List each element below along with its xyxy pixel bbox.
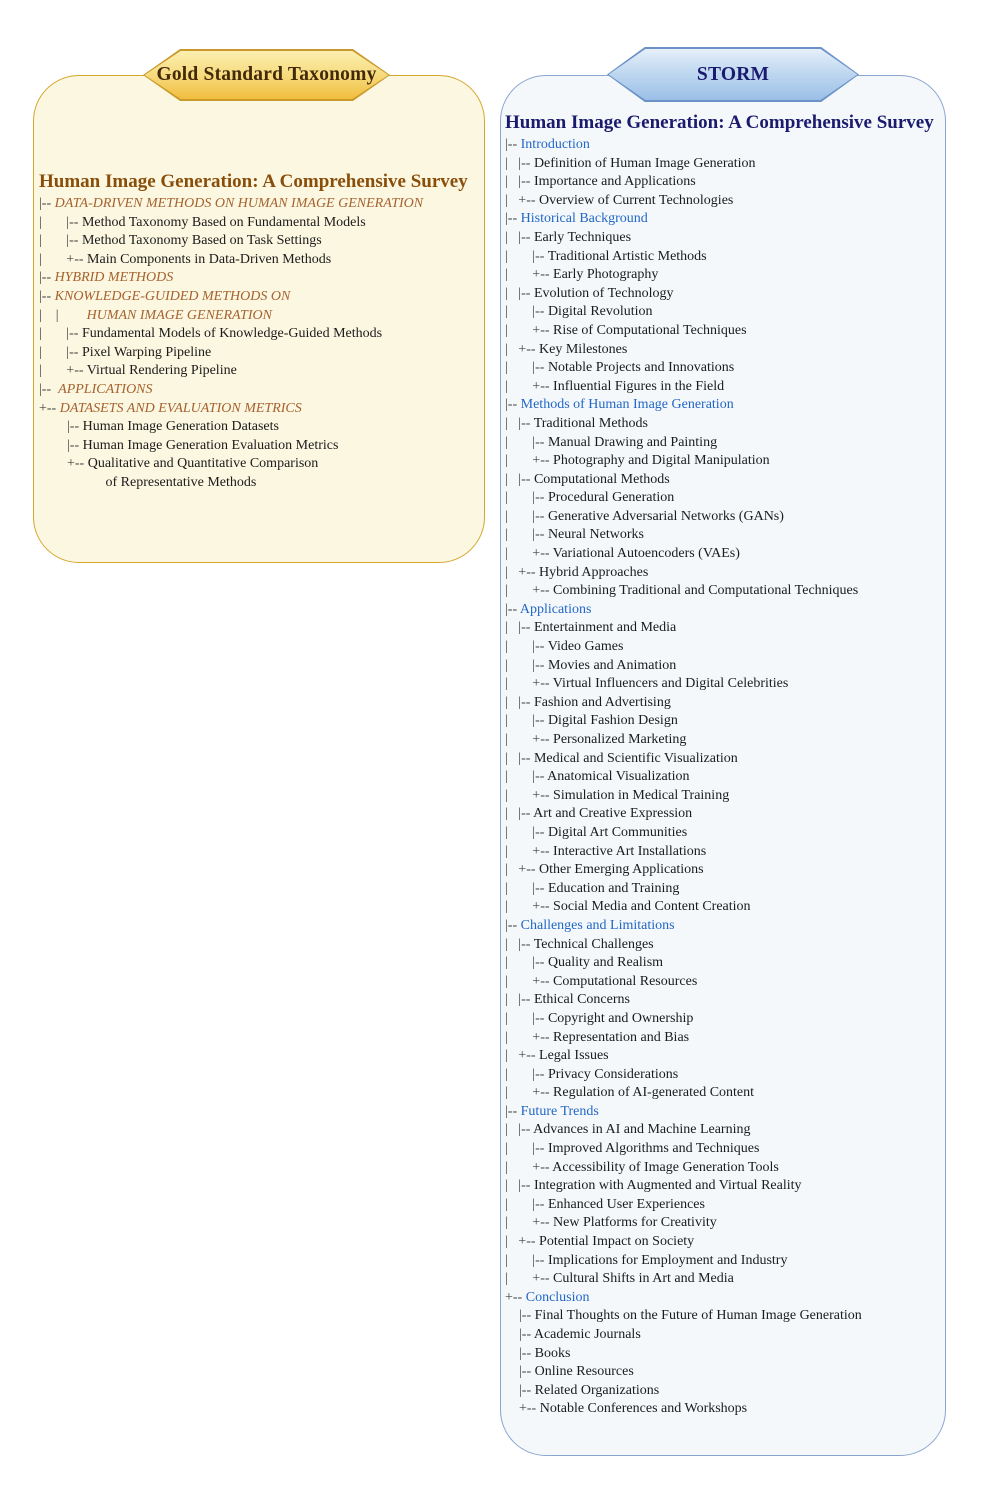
tree-line <box>505 1233 939 1252</box>
tree-item-label: Accessibility of Image Generation Tools <box>552 1159 779 1175</box>
tree-line <box>39 269 476 288</box>
tree-branch-prefix: | |-- <box>505 806 534 822</box>
tree-line <box>505 824 939 843</box>
tree-branch-prefix: | +-- <box>505 899 554 915</box>
tree-branch-prefix: | +-- <box>505 546 553 562</box>
tree-line <box>505 787 939 806</box>
tree-item-label: Traditional Methods <box>533 415 648 431</box>
tree-line <box>505 991 939 1010</box>
tree-line <box>505 936 939 955</box>
tree-branch-prefix: | +-- <box>505 843 554 859</box>
tree-branch-prefix: | |-- <box>505 285 534 301</box>
gold-standard-taxonomy-badge <box>143 49 390 101</box>
tree-item-label: Copyright and Ownership <box>547 1010 694 1026</box>
tree-item-label: Video Games <box>547 639 624 655</box>
tree-branch-prefix: | +-- <box>505 1271 554 1287</box>
tree-branch-prefix: | +-- <box>505 1048 540 1064</box>
tree-item-label: Variational Autoencoders (VAEs) <box>552 546 740 562</box>
tree-line <box>505 452 939 471</box>
tree-branch-prefix: | +-- <box>505 192 540 208</box>
tree-item-label: Online Resources <box>534 1364 634 1380</box>
tree-line <box>505 1177 939 1196</box>
tree-branch-prefix: |-- <box>505 1327 534 1342</box>
tree-branch-prefix: | |-- <box>39 214 82 230</box>
tree-line <box>505 601 939 620</box>
tree-item-label: Social Media and Content Creation <box>553 899 751 915</box>
tree-branch-prefix: | |-- <box>505 1010 548 1026</box>
tree-item-label: Early Photography <box>553 267 659 283</box>
tree-line <box>505 303 939 322</box>
tree-branch-prefix: | +-- <box>505 341 540 357</box>
tree-branch-prefix: |-- <box>505 211 521 227</box>
tree-branch-prefix: | |-- <box>505 880 548 896</box>
tree-item-label: Art and Creative Expression <box>533 806 693 822</box>
tree-item-label: Improved Algorithms and Techniques <box>547 1141 760 1157</box>
tree-section-label: APPLICATIONS <box>58 381 153 397</box>
tree-branch-prefix: |-- <box>39 270 55 286</box>
tree-line <box>505 898 939 917</box>
storm-taxonomy-panel <box>500 75 946 1456</box>
tree-item-label: Rise of Computational Techniques <box>553 322 747 338</box>
tree-section-label: KNOWLEDGE-GUIDED METHODS ON <box>54 288 291 304</box>
tree-branch-prefix: | +-- <box>505 1234 540 1250</box>
tree-item-label: Movies and Animation <box>547 657 677 673</box>
tree-item-label: Books <box>534 1345 571 1361</box>
tree-branch-prefix <box>39 475 106 490</box>
tree-line <box>505 564 939 583</box>
tree-item-label: Fashion and Advertising <box>533 694 671 710</box>
tree-line <box>505 1345 939 1364</box>
tree-item-label: Quality and Realism <box>547 955 664 971</box>
gold-badge-label: Gold Standard Taxonomy <box>156 64 377 85</box>
tree-item-label: Method Taxonomy Based on Task Settings <box>81 233 322 249</box>
tree-line <box>39 251 476 270</box>
tree-item-label: Regulation of AI-generated Content <box>553 1085 755 1101</box>
tree-item-label: Implications for Employment and Industry <box>547 1252 788 1268</box>
tree-section-label: Applications <box>519 601 592 617</box>
tree-item-label: of Representative Methods <box>105 474 257 490</box>
tree-item-label: Enhanced User Experiences <box>547 1196 705 1212</box>
tree-branch-prefix: | +-- <box>505 1085 554 1101</box>
tree-line <box>505 1140 939 1159</box>
tree-branch-prefix: | +-- <box>505 787 554 803</box>
tree-section-label: Challenges and Limitations <box>520 917 675 933</box>
tree-item-label: Personalized Marketing <box>553 732 687 747</box>
tree-line <box>505 973 939 992</box>
tree-item-label: Medical and Scientific Visualization <box>533 750 738 766</box>
tree-line <box>505 843 939 862</box>
tree-item-label: Key Milestones <box>539 341 628 357</box>
tree-item-label: Digital Revolution <box>547 304 653 320</box>
tree-branch-prefix: | | <box>39 307 87 323</box>
tree-line <box>505 248 939 267</box>
tree-line <box>505 1121 939 1140</box>
tree-section-label: Historical Background <box>520 211 648 227</box>
tree-line <box>505 471 939 490</box>
tree-line <box>505 322 939 341</box>
tree-item-label: Final Thoughts on the Future of Human Image Generation <box>534 1308 862 1324</box>
tree-branch-prefix: | |-- <box>505 657 548 673</box>
tree-line <box>39 325 476 344</box>
tree-line <box>505 675 939 694</box>
tree-line <box>505 954 939 973</box>
tree-item-label: Integration with Augmented and Virtual Reality <box>533 1178 802 1194</box>
tree-item-label: Other Emerging Applications <box>539 862 704 878</box>
tree-item-label: Notable Projects and Innovations <box>547 360 735 376</box>
tree-item-label: Digital Fashion Design <box>547 713 678 729</box>
tree-section-label: Methods of Human Image Generation <box>520 397 734 413</box>
tree-section-label: DATA-DRIVEN METHODS ON HUMAN IMAGE GENERATION <box>54 196 424 211</box>
tree-branch-prefix: | |-- <box>505 694 534 710</box>
tree-item-label: Ethical Concerns <box>533 992 630 1008</box>
tree-item-label: New Platforms for Creativity <box>553 1215 717 1231</box>
tree-line <box>505 1363 939 1382</box>
tree-branch-prefix: |-- <box>505 137 521 152</box>
tree-branch-prefix: +-- <box>39 400 60 416</box>
tree-branch-prefix: | |-- <box>505 620 534 636</box>
storm-badge-label: STORM <box>696 63 770 85</box>
tree-line <box>505 582 939 601</box>
tree-branch-prefix: | +-- <box>505 676 553 692</box>
tree-branch-prefix: | +-- <box>505 1029 554 1045</box>
tree-branch-prefix: | |-- <box>505 769 548 785</box>
tree-item-label: Method Taxonomy Based on Fundamental Models <box>81 214 366 230</box>
tree-branch-prefix: |-- <box>505 1364 535 1380</box>
tree-line <box>39 288 476 307</box>
gold-taxonomy-panel <box>33 75 485 563</box>
tree-line <box>39 232 476 251</box>
tree-branch-prefix: +-- <box>505 1401 540 1417</box>
tree-line <box>505 1103 939 1122</box>
tree-branch-prefix: | |-- <box>505 955 548 971</box>
gold-taxonomy-tree <box>39 195 476 493</box>
tree-item-label: Digital Art Communities <box>547 824 688 840</box>
tree-line <box>505 285 939 304</box>
tree-branch-prefix: | |-- <box>505 1141 548 1157</box>
tree-section-label: Introduction <box>520 137 590 152</box>
tree-branch-prefix: | |-- <box>505 824 548 840</box>
tree-line <box>505 1047 939 1066</box>
tree-item-label: Definition of Human Image Generation <box>533 155 756 171</box>
tree-item-label: Interactive Art Installations <box>553 843 707 859</box>
tree-section-label: DATASETS AND EVALUATION METRICS <box>59 400 302 416</box>
tree-item-label: Computational Methods <box>533 471 670 487</box>
tree-branch-prefix: |-- <box>505 1308 535 1324</box>
tree-section-label: Conclusion <box>525 1289 590 1305</box>
tree-line <box>505 1400 939 1419</box>
tree-line <box>39 474 476 493</box>
tree-item-label: Cultural Shifts in Art and Media <box>553 1271 734 1287</box>
tree-item-label: Human Image Generation Evaluation Metrics <box>82 437 339 453</box>
tree-line <box>505 266 939 285</box>
tree-branch-prefix: +-- <box>39 456 88 472</box>
tree-branch-prefix: |-- <box>39 381 59 397</box>
right-panel-title: Human Image Generation: A Comprehensive Survey <box>505 112 934 133</box>
tree-item-label: Fundamental Models of Knowledge-Guided Methods <box>81 326 383 342</box>
tree-item-label: Technical Challenges <box>533 936 654 952</box>
tree-line <box>39 214 476 233</box>
tree-line <box>505 1270 939 1289</box>
tree-line <box>505 210 939 229</box>
tree-line <box>505 1029 939 1048</box>
tree-line <box>39 455 476 474</box>
tree-line <box>505 638 939 657</box>
tree-line <box>505 712 939 731</box>
tree-branch-prefix: | |-- <box>505 936 534 952</box>
tree-branch-prefix: |-- <box>505 601 520 617</box>
tree-branch-prefix: | |-- <box>505 304 548 320</box>
tree-item-label: Manual Drawing and Painting <box>547 434 718 450</box>
tree-item-label: Procedural Generation <box>547 490 675 506</box>
tree-branch-prefix: +-- <box>505 1289 526 1305</box>
tree-line <box>505 1289 939 1308</box>
tree-line <box>505 489 939 508</box>
tree-branch-prefix: | |-- <box>505 360 548 376</box>
storm-taxonomy-tree <box>505 136 939 1419</box>
tree-branch-prefix: |-- <box>39 419 83 435</box>
tree-line <box>39 381 476 400</box>
tree-branch-prefix: | +-- <box>505 564 540 580</box>
tree-branch-prefix: |-- <box>39 196 55 211</box>
tree-branch-prefix: | |-- <box>505 1252 548 1268</box>
tree-line <box>39 307 476 326</box>
tree-item-label: Human Image Generation Datasets <box>82 419 279 435</box>
tree-line <box>505 173 939 192</box>
tree-item-label: Notable Conferences and Workshops <box>539 1401 748 1417</box>
tree-line <box>505 396 939 415</box>
tree-branch-prefix: | |-- <box>505 508 548 524</box>
tree-branch-prefix: | |-- <box>505 415 534 431</box>
tree-line <box>505 861 939 880</box>
tree-branch-prefix: | |-- <box>505 1196 548 1212</box>
tree-item-label: Education and Training <box>547 880 680 896</box>
tree-branch-prefix: | |-- <box>505 174 534 190</box>
tree-item-label: Anatomical Visualization <box>547 769 690 785</box>
tree-branch-prefix: | |-- <box>505 713 548 729</box>
tree-item-label: Combining Traditional and Computational Techniques <box>553 583 859 599</box>
tree-item-label: Qualitative and Quantitative Comparison <box>87 456 319 472</box>
tree-line <box>505 155 939 174</box>
tree-line <box>505 1326 939 1345</box>
tree-branch-prefix: |-- <box>39 437 83 453</box>
tree-branch-prefix: | |-- <box>39 326 82 342</box>
tree-branch-prefix: | |-- <box>505 1066 548 1082</box>
tree-branch-prefix: | +-- <box>505 583 554 599</box>
tree-branch-prefix: | +-- <box>505 267 554 283</box>
tree-line <box>505 917 939 936</box>
tree-line <box>39 195 476 214</box>
tree-line <box>505 731 939 750</box>
tree-line <box>505 1159 939 1178</box>
tree-branch-prefix: | |-- <box>505 490 548 506</box>
tree-branch-prefix: | |-- <box>505 471 534 487</box>
tree-item-label: Early Techniques <box>533 229 632 245</box>
tree-line <box>505 880 939 899</box>
tree-line <box>39 418 476 437</box>
tree-item-label: Potential Impact on Society <box>539 1234 695 1250</box>
tree-branch-prefix: | |-- <box>505 434 548 450</box>
tree-branch-prefix: | |-- <box>505 527 548 543</box>
tree-item-label: Influential Figures in the Field <box>553 378 725 394</box>
tree-line <box>505 1196 939 1215</box>
tree-item-label: Traditional Artistic Methods <box>547 248 707 264</box>
tree-section-label: Future Trends <box>520 1103 599 1119</box>
tree-line <box>505 136 939 155</box>
tree-section-label: HYBRID METHODS <box>54 270 174 286</box>
tree-line <box>505 657 939 676</box>
tree-item-label: Simulation in Medical Training <box>553 787 730 803</box>
tree-line <box>505 805 939 824</box>
tree-line <box>505 1214 939 1233</box>
tree-item-label: Generative Adversarial Networks (GANs) <box>547 508 784 524</box>
tree-item-label: Privacy Considerations <box>547 1066 679 1082</box>
tree-line <box>505 750 939 769</box>
tree-line <box>505 1252 939 1271</box>
tree-item-label: Neural Networks <box>547 527 644 543</box>
tree-item-label: Pixel Warping Pipeline <box>81 344 212 360</box>
tree-line <box>505 1066 939 1085</box>
tree-item-label: Overview of Current Technologies <box>539 192 734 208</box>
tree-item-label: Entertainment and Media <box>533 620 677 636</box>
tree-branch-prefix: | +-- <box>39 363 87 379</box>
tree-branch-prefix: |-- <box>505 397 521 413</box>
tree-branch-prefix: | |-- <box>505 229 534 245</box>
tree-line <box>505 508 939 527</box>
tree-branch-prefix: | +-- <box>505 973 554 989</box>
tree-branch-prefix: | +-- <box>505 453 554 469</box>
tree-branch-prefix: | +-- <box>39 251 88 267</box>
tree-branch-prefix: | +-- <box>505 322 554 338</box>
tree-line <box>505 1307 939 1326</box>
tree-line <box>505 526 939 545</box>
tree-line <box>505 192 939 211</box>
tree-section-label: HUMAN IMAGE GENERATION <box>86 307 272 323</box>
tree-line <box>39 400 476 419</box>
tree-branch-prefix: | |-- <box>39 344 82 360</box>
tree-line <box>505 1084 939 1103</box>
tree-line <box>505 768 939 787</box>
left-panel-title: Human Image Generation: A Comprehensive Survey <box>39 171 468 192</box>
tree-line <box>505 341 939 360</box>
tree-line <box>505 1382 939 1401</box>
tree-line <box>505 229 939 248</box>
tree-branch-prefix: | |-- <box>39 233 82 249</box>
tree-line <box>39 344 476 363</box>
tree-branch-prefix: | |-- <box>505 248 548 264</box>
tree-item-label: Hybrid Approaches <box>539 564 649 580</box>
tree-branch-prefix: | |-- <box>505 1122 534 1138</box>
tree-branch-prefix: | |-- <box>505 750 534 766</box>
tree-line <box>505 619 939 638</box>
tree-line <box>39 362 476 381</box>
tree-branch-prefix: | +-- <box>505 378 554 394</box>
tree-branch-prefix: | |-- <box>505 992 534 1008</box>
tree-item-label: Related Organizations <box>534 1382 660 1398</box>
tree-item-label: Academic Journals <box>533 1327 641 1342</box>
tree-line <box>505 694 939 713</box>
tree-branch-prefix: |-- <box>505 1382 535 1398</box>
tree-branch-prefix: |-- <box>505 1345 535 1361</box>
tree-branch-prefix: |-- <box>505 917 521 933</box>
tree-item-label: Evolution of Technology <box>533 285 674 301</box>
tree-branch-prefix: |-- <box>39 288 55 304</box>
tree-branch-prefix: | +-- <box>505 1159 553 1175</box>
tree-item-label: Representation and Bias <box>553 1029 690 1045</box>
tree-branch-prefix: |-- <box>505 1103 521 1119</box>
tree-branch-prefix: | +-- <box>505 1215 554 1231</box>
tree-item-label: Legal Issues <box>539 1048 609 1064</box>
storm-badge <box>607 47 859 102</box>
tree-line <box>505 415 939 434</box>
tree-branch-prefix: | |-- <box>505 155 534 171</box>
tree-item-label: Virtual Influencers and Digital Celebrities <box>552 676 789 692</box>
tree-line <box>505 434 939 453</box>
tree-line <box>505 545 939 564</box>
tree-item-label: Importance and Applications <box>533 174 696 190</box>
tree-branch-prefix: | +-- <box>505 732 554 747</box>
tree-line <box>505 359 939 378</box>
tree-branch-prefix: | |-- <box>505 639 548 655</box>
tree-item-label: Main Components in Data-Driven Methods <box>87 251 332 267</box>
tree-item-label: Photography and Digital Manipulation <box>553 453 770 469</box>
tree-line <box>39 437 476 456</box>
tree-item-label: Virtual Rendering Pipeline <box>86 363 237 379</box>
tree-item-label: Advances in AI and Machine Learning <box>533 1122 751 1138</box>
tree-item-label: Computational Resources <box>553 973 698 989</box>
tree-line <box>505 1010 939 1029</box>
tree-line <box>505 378 939 397</box>
tree-branch-prefix: | |-- <box>505 1178 534 1194</box>
tree-branch-prefix: | +-- <box>505 862 540 878</box>
